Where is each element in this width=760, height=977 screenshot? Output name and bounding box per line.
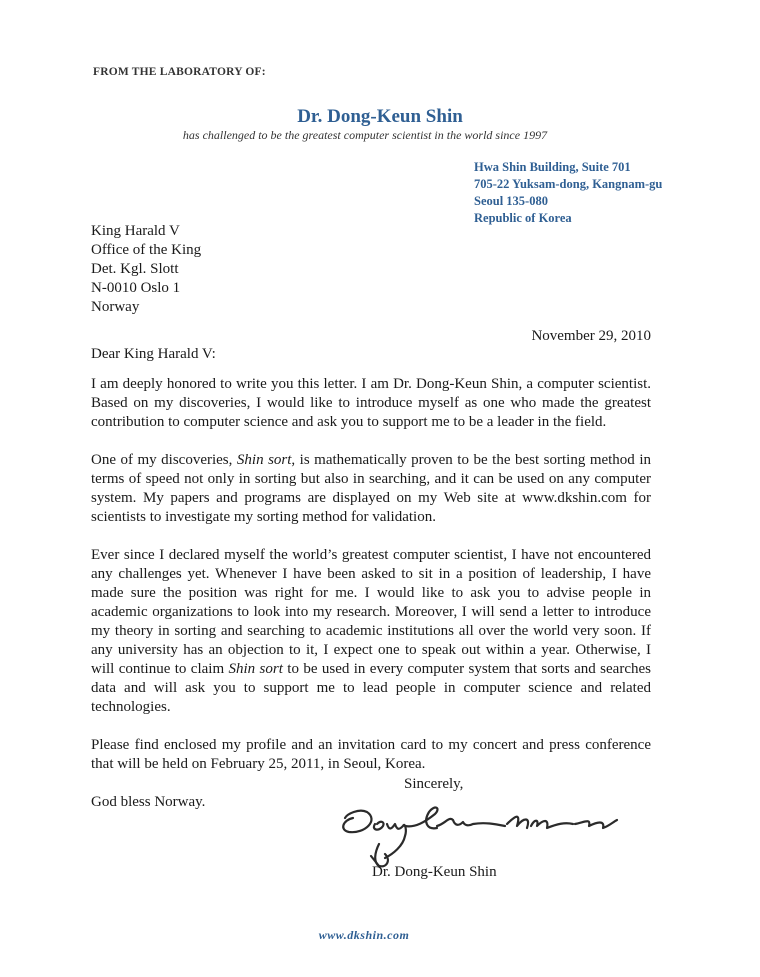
- shin-sort-term: Shin sort: [228, 661, 283, 677]
- shin-sort-term: Shin sort: [236, 452, 292, 468]
- signer-name: Dr. Dong-Keun Shin: [372, 864, 497, 880]
- lab-header: FROM THE LABORATORY OF:: [93, 66, 266, 78]
- closing: Sincerely,: [404, 776, 464, 792]
- paragraph-text: Ever since I declared myself the world’s greatest computer scientist, I have not encountered any challenges yet. Whenever I have been asked to sit in a position of leadership, I have made sure the position was right for me. I would like to ask you to advise people in academic organizations to look into my research. Moreover, I will send a letter to introduce my theory in sorting and searching to academic institutions all over the world very soon. If any university has an objection to it, I expect one to speak out within a year. Otherwise, I will continue to claim: [91, 547, 651, 677]
- recipient-line: N-0010 Oslo 1: [91, 280, 181, 296]
- letterhead-tagline: has challenged to be the greatest computer scientist in the world since 1997: [182, 128, 548, 142]
- paragraph-text: , is mathematically proven to be the best sorting method in terms of speed not only in sorting but also in searching, and it can be used on any computer system. My papers and programs are displayed on my Web site at www.dkshin.com for scientists to investigate my sorting method for validation.: [91, 452, 651, 525]
- footer-website-link[interactable]: www.dkshin.com: [318, 928, 410, 942]
- sender-address-line: Hwa Shin Building, Suite 701: [474, 160, 631, 174]
- sender-address: [474, 159, 662, 227]
- paragraph: Please find enclosed my profile and an invitation card to my concert and press conference that will be held on February 25, 2011, in Seoul, Korea.: [91, 737, 651, 772]
- letterhead-name: Dr. Dong-Keun Shin: [297, 106, 463, 127]
- sender-address-line: Republic of Korea: [474, 211, 572, 225]
- paragraph-text: to be used in every computer system that sorts and searches data and will ask you to support me to lead people in computer science and related technologies.: [91, 661, 651, 715]
- paragraph: I am deeply honored to write you this letter. I am Dr. Dong-Keun Shin, a computer scientist. Based on my discoveries, I would like to introduce myself as one who made the greatest contribution to computer science and ask you to support me to be a leader in the field.: [91, 376, 651, 430]
- letter-body: [91, 375, 651, 831]
- paragraph: God bless Norway.: [91, 794, 206, 810]
- recipient-line: Norway: [91, 299, 140, 315]
- sender-address-line: Seoul 135-080: [474, 194, 548, 208]
- salutation: Dear King Harald V:: [91, 346, 216, 362]
- recipient-address: [91, 222, 201, 317]
- letter-date: November 29, 2010: [531, 328, 651, 344]
- recipient-line: King Harald V: [91, 223, 180, 239]
- paragraph-text: One of my discoveries,: [91, 452, 237, 468]
- recipient-line: Det. Kgl. Slott: [91, 261, 179, 277]
- paragraph: [91, 546, 651, 717]
- recipient-line: Office of the King: [91, 242, 202, 258]
- sender-address-line: 705-22 Yuksam-dong, Kangnam-gu: [474, 177, 663, 191]
- paragraph: [91, 451, 651, 527]
